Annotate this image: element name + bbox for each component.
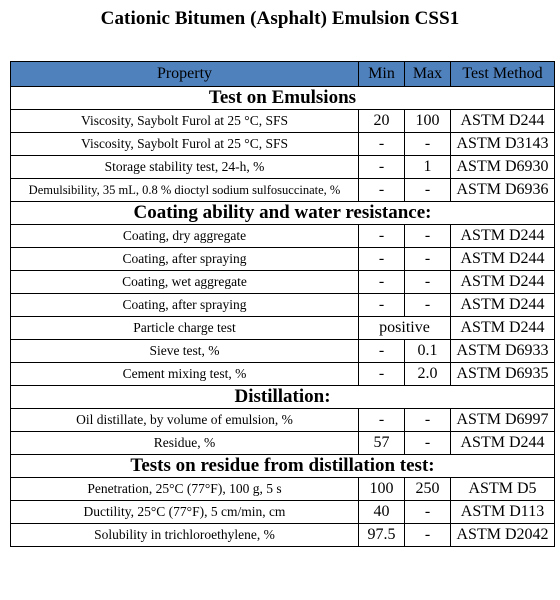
- min-cell: -: [359, 179, 405, 202]
- min-cell: 40: [359, 501, 405, 524]
- test-method-cell: ASTM D6935: [451, 363, 555, 386]
- section-row: [11, 202, 555, 225]
- property-cell: Oil distillate, by volume of emulsion, %: [11, 409, 359, 432]
- table-row: [11, 133, 555, 156]
- property-cell: Residue, %: [11, 432, 359, 455]
- test-method-cell: ASTM D6933: [451, 340, 555, 363]
- test-method-cell: ASTM D244: [451, 225, 555, 248]
- table-row: [11, 340, 555, 363]
- max-cell: -: [405, 179, 451, 202]
- property-cell: Viscosity, Saybolt Furol at 25 °C, SFS: [11, 133, 359, 156]
- table-row: [11, 156, 555, 179]
- min-cell: -: [359, 133, 405, 156]
- max-cell: -: [405, 271, 451, 294]
- table-body: [11, 87, 555, 547]
- min-cell: -: [359, 294, 405, 317]
- table-row: [11, 271, 555, 294]
- table-header-row: [11, 62, 555, 87]
- table-row: [11, 317, 555, 340]
- max-cell: 250: [405, 478, 451, 501]
- test-method-cell: ASTM D244: [451, 432, 555, 455]
- property-cell: Coating, after spraying: [11, 294, 359, 317]
- min-cell: -: [359, 248, 405, 271]
- property-cell: Solubility in trichloroethylene, %: [11, 524, 359, 547]
- max-cell: -: [405, 225, 451, 248]
- min-cell: -: [359, 340, 405, 363]
- max-cell: -: [405, 524, 451, 547]
- min-cell: -: [359, 363, 405, 386]
- test-method-cell: ASTM D2042: [451, 524, 555, 547]
- max-cell: 0.1: [405, 340, 451, 363]
- spec-table: [10, 61, 555, 547]
- section-title: Distillation:: [11, 386, 555, 409]
- table-row: [11, 524, 555, 547]
- property-cell: Storage stability test, 24-h, %: [11, 156, 359, 179]
- test-method-cell: ASTM D5: [451, 478, 555, 501]
- max-cell: 2.0: [405, 363, 451, 386]
- property-cell: Sieve test, %: [11, 340, 359, 363]
- property-cell: Coating, wet aggregate: [11, 271, 359, 294]
- max-cell: 1: [405, 156, 451, 179]
- page-title: Cationic Bitumen (Asphalt) Emulsion CSS1: [100, 8, 460, 29]
- test-method-cell: ASTM D6997: [451, 409, 555, 432]
- max-cell: -: [405, 294, 451, 317]
- max-cell: 100: [405, 110, 451, 133]
- section-title: Tests on residue from distillation test:: [11, 455, 555, 478]
- table-row: [11, 409, 555, 432]
- property-cell: Coating, after spraying: [11, 248, 359, 271]
- header-test-method: Test Method: [451, 62, 555, 87]
- min-cell: 57: [359, 432, 405, 455]
- min-cell: -: [359, 409, 405, 432]
- table-row: [11, 179, 555, 202]
- property-cell: Demulsibility, 35 mL, 0.8 % dioctyl sodium sulfosuccinate, %: [11, 179, 359, 202]
- test-method-cell: ASTM D244: [451, 271, 555, 294]
- table-row: [11, 248, 555, 271]
- max-cell: -: [405, 432, 451, 455]
- min-max-merged-cell: positive: [359, 317, 451, 340]
- min-cell: 100: [359, 478, 405, 501]
- table-row: [11, 363, 555, 386]
- header-min: Min: [359, 62, 405, 87]
- test-method-cell: ASTM D6930: [451, 156, 555, 179]
- max-cell: -: [405, 501, 451, 524]
- property-cell: Particle charge test: [11, 317, 359, 340]
- header-property: Property: [11, 62, 359, 87]
- property-cell: Viscosity, Saybolt Furol at 25 °C, SFS: [11, 110, 359, 133]
- min-cell: 20: [359, 110, 405, 133]
- table-row: [11, 294, 555, 317]
- property-cell: Penetration, 25°C (77°F), 100 g, 5 s: [11, 478, 359, 501]
- property-cell: Ductility, 25°C (77°F), 5 cm/min, cm: [11, 501, 359, 524]
- min-cell: 97.5: [359, 524, 405, 547]
- test-method-cell: ASTM D6936: [451, 179, 555, 202]
- table-row: [11, 110, 555, 133]
- section-row: [11, 386, 555, 409]
- section-title: Coating ability and water resistance:: [11, 202, 555, 225]
- test-method-cell: ASTM D244: [451, 248, 555, 271]
- max-cell: -: [405, 248, 451, 271]
- test-method-cell: ASTM D113: [451, 501, 555, 524]
- table-row: [11, 225, 555, 248]
- section-row: [11, 87, 555, 110]
- property-cell: Coating, dry aggregate: [11, 225, 359, 248]
- test-method-cell: ASTM D244: [451, 110, 555, 133]
- test-method-cell: ASTM D244: [451, 294, 555, 317]
- test-method-cell: ASTM D3143: [451, 133, 555, 156]
- header-max: Max: [405, 62, 451, 87]
- table-row: [11, 432, 555, 455]
- max-cell: -: [405, 409, 451, 432]
- section-row: [11, 455, 555, 478]
- max-cell: -: [405, 133, 451, 156]
- section-title: Test on Emulsions: [11, 87, 555, 110]
- min-cell: -: [359, 271, 405, 294]
- test-method-cell: ASTM D244: [451, 317, 555, 340]
- property-cell: Cement mixing test, %: [11, 363, 359, 386]
- table-row: [11, 478, 555, 501]
- min-cell: -: [359, 225, 405, 248]
- min-cell: -: [359, 156, 405, 179]
- table-row: [11, 501, 555, 524]
